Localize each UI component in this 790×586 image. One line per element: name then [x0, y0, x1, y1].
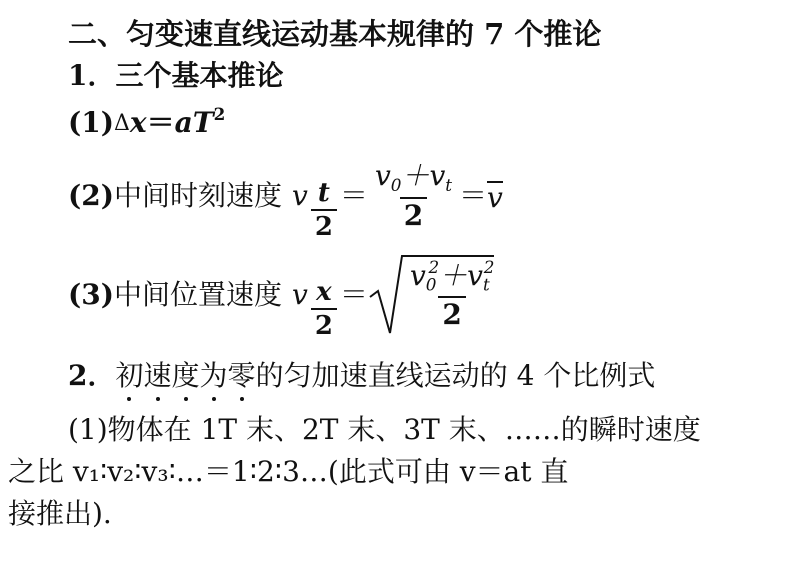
item-label: (2)	[68, 179, 114, 212]
formula-text-rhs: aT	[174, 105, 214, 139]
formula-text: x	[129, 105, 147, 139]
item-text: 中间时刻速度	[113, 179, 282, 212]
exponent: 2	[213, 104, 226, 124]
equals-sign: ＝	[146, 105, 175, 139]
subscript-fraction-x-over-2: $\frac{x}{2}$	[311, 279, 337, 339]
rms-fraction: $\frac{v_0^2+v_t^2}{2}$	[409, 257, 495, 332]
subscript-fraction-t-over-2: $\frac{t}{2}$	[311, 180, 337, 240]
paragraph-line-2: 之比 v₁∶v₂∶v₃∶…＝1∶2∶3…(此式可由 v＝at 直	[8, 455, 569, 488]
equals-sign-2: ＝	[459, 179, 488, 212]
mean-velocity-symbol: v	[487, 180, 503, 214]
paragraph-line-3: 接推出).	[8, 497, 112, 530]
equals-sign: ＝	[339, 278, 368, 311]
paragraph-line-1: (1)物体在 1T 末、2T 末、3T 末、……的瞬时速度	[68, 413, 701, 446]
subsection-number: 2．	[68, 359, 116, 392]
item-label: (1)	[68, 105, 114, 139]
average-fraction: $\frac{v_0+v_t}{2}$	[374, 159, 453, 232]
equals-sign: ＝	[339, 179, 368, 212]
velocity-symbol: v	[292, 179, 308, 212]
subsection-title-text: 初速度为零的匀加速直线运动的 4 个比例式	[115, 359, 656, 392]
formula-item-3	[68, 250, 496, 340]
item-text: 中间位置速度	[113, 278, 282, 311]
velocity-symbol: v	[292, 278, 308, 311]
delta-symbol: Δ	[113, 110, 130, 136]
formula-item-1	[68, 106, 225, 137]
item-label: (3)	[68, 278, 114, 311]
square-root	[368, 253, 496, 337]
subsection-title-1: 1．三个基本推论	[68, 59, 284, 92]
formula-item-2	[68, 156, 503, 242]
subsection-title-2	[68, 359, 656, 392]
section-heading: 二、匀变速直线运动基本规律的 7 个推论	[68, 17, 602, 51]
